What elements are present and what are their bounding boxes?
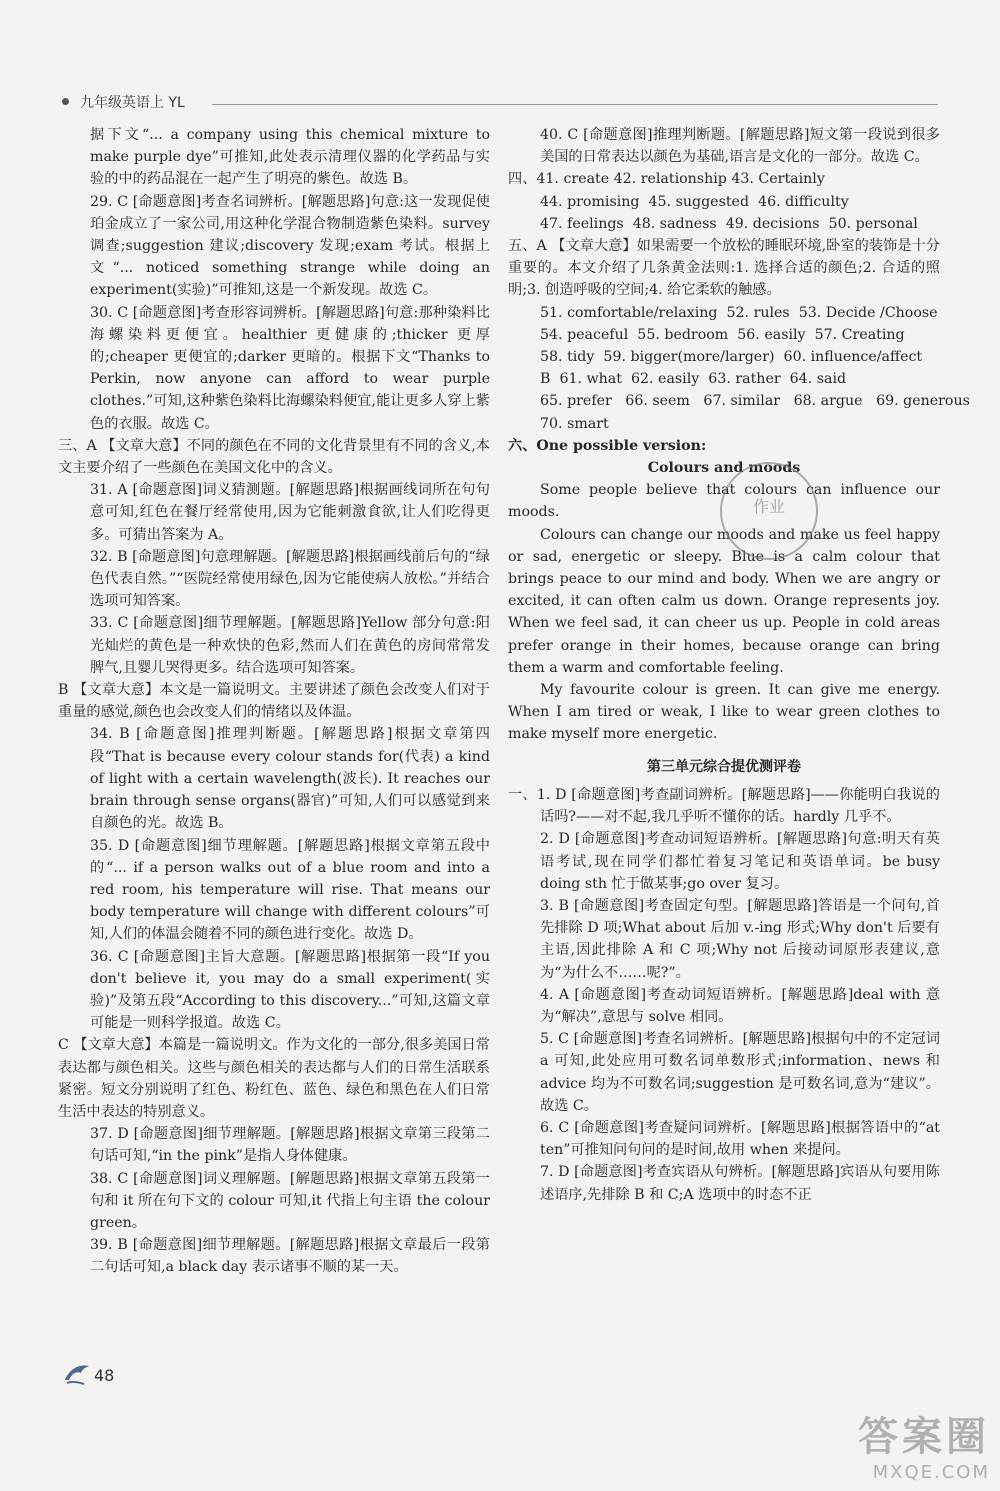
- word-answer-line: 51. comfortable/relaxing 52. rules 53. Decide /Choose: [540, 304, 938, 321]
- answer-item: 35. D [命题意图]细节理解题。[解题思路]根据文章第五段中的“... if a person walks out of a blue room and into a red room, his temperature will rise. That means our body temperature will change with different colours”可知,人们的体温会随着不同的颜色进行变化。故选 D。: [90, 837, 490, 943]
- answer-item: 39. B [命题意图]细节理解题。[解题思路]根据文章最后一段第二句话可知,a black day 表示诸事不顺的某一天。: [90, 1237, 490, 1276]
- test-answer-item: 6. C [命题意图]考查疑问词辨析。[解题思路]根据答语中的“at ten”可推知问句问的是时间,故用 when 来提问。: [540, 1119, 940, 1159]
- answer-item: 29. C [命题意图]考查名词辨析。[解题思路]句意:这一发现促使珀金成立了一家公司,用这种化学混合物制造紫色染料。survey 调查;suggestion 建议;discovery 发现;exam 考试。根据上文“... noticed something strange while doing an experiment(实验)”可推知,这是一个新发现。故选 C。: [90, 193, 490, 299]
- dolphin-logo-icon: [62, 1358, 92, 1388]
- essay-paragraph: My favourite colour is green. It can give me energy. When I am tired or weak, I like to wear green clothes to make myself more energetic.: [508, 682, 940, 743]
- header-label: 九年级英语上 YL: [80, 95, 185, 111]
- word-answer-line: B 61. what 62. easily 63. rather 64. said: [540, 371, 847, 388]
- essay-title: Colours and moods: [647, 460, 801, 477]
- left-column: [58, 124, 490, 1279]
- page-header: [62, 92, 938, 112]
- header-bullet-icon: [62, 98, 69, 105]
- answer-item: 36. C [命题意图]主旨大意题。[解题思路]根据第一段“If you don't believe it, you may do a small experiment(实验)”及第五段“According to this discovery...”可知,这篇文章可能是一则科学报道。故选 C。: [90, 948, 490, 1032]
- test-answer-item: 7. D [命题意图]考查宾语从句辨析。[解题思路]宾语从句要用陈述语序,先排除 B 和 C;A 选项中的时态不正: [540, 1164, 940, 1203]
- word-answer-line: 44. promising 45. suggested 46. difficulty: [540, 193, 849, 210]
- answer-item: C 【文章大意】本篇是一篇说明文。作为文化的一部分,很多美国日常表达都与颜色相关。这些与颜色相关的表达都与人们的日常生活联系紧密。短文分别说明了红色、粉红色、蓝色、绿色和黑色在人们日常生活中表达的特别意义。: [58, 1037, 490, 1120]
- test-answer-item: 4. A [命题意图]考查动词短语辨析。[解题思路]deal with 意为“解决”,意思与 solve 相同。: [540, 986, 940, 1025]
- answer-item: 34. B [命题意图]推理判断题。[解题思路]根据文章第四段“That is because every colour stands for(代表) a kind of light with a certain wavelength(波长). It reaches our brain through sense organs(器官)”可知,人们可以感觉到来自颜色的光。故选 B。: [90, 726, 490, 832]
- word-answer-line: 70. smart: [540, 415, 609, 432]
- word-answer-line: 65. prefer 66. seem 67. similar 68. argue 69. generous: [540, 393, 970, 410]
- page-number: 48: [94, 1366, 115, 1385]
- answer-item: 33. C [命题意图]细节理解题。[解题思路]Yellow 部分句意:阳光灿烂的黄色是一种欢快的色彩,然而人们在黄色的房间常常发脾气,且婴儿哭得更多。结合选项可知答案。: [90, 615, 490, 676]
- answer-item: 32. B [命题意图]句意理解题。[解题思路]根据画线前后句的“绿色代表自然。”“医院经常使用绿色,因为它能使病人放松。”并结合选项可知答案。: [90, 548, 490, 610]
- answer-item: 30. C [命题意图]考查形容词辨析。[解题思路]句意:那种染料比海螺染料更便宜。healthier 更健康的;thicker 更厚的;cheaper 更便宜的;darker 更暗的。根据下文“Thanks to Perkin, now anyone can afford to wear purple clothes.”可知,这种紫色染料比海螺染料便宜,能让更多人穿上紫色的衣服。故选 C。: [90, 304, 490, 432]
- essay-paragraph: Colours can change our moods and make us feel happy or sad, energetic or sleepy. Blue is a calm colour that brings peace to our mind and body. When we are angry or excited, it can often calm us down. Orange represents joy. When we feel sad, it can cheer us up. People in cold areas prefer orange in their homes, because orange can bring them a warm and comfortable feeling.: [508, 526, 940, 676]
- test-answer-item: 3. B [命题意图]考查固定句型。[解题思路]答语是一个问句,首先排除 D 项;What about 后加 v.-ing 形式;Why don't 后要有主语,因此排除 A 和 C 项;Why not 后接动词原形表建议,意为“为什么不……呢?”。: [540, 897, 940, 981]
- section5-intro: 五、A 【文章大意】如果需要一个放松的睡眠环境,卧室的装饰是十分重要的。本文介绍了几条黄金法则:1. 选择合适的颜色;2. 合适的照明;3. 创造呼吸的空间;4. 给它柔软的触感。: [508, 238, 940, 299]
- section4-label: 四、41. create 42. relationship 43. Certainly: [508, 171, 825, 188]
- answer-item: B 【文章大意】本文是一篇说明文。主要讲述了颜色会改变人们对于重量的感觉,颜色也会改变人们的情绪以及体温。: [58, 682, 490, 721]
- answer-item: 40. C [命题意图]推理判断题。[解题思路]短文第一段说到很多美国的日常表达以颜色为基础,语言是文化的一部分。故选 C。: [540, 127, 940, 166]
- word-answer-line: 47. feelings 48. sadness 49. decisions 50. personal: [540, 215, 918, 232]
- test-answer-item: 2. D [命题意图]考查动词短语辨析。[解题思路]句意:明天有英语考试,现在同学们都忙着复习笔记和英语单词。be busy doing sth 忙于做某事;go over 复习。: [540, 831, 940, 892]
- answer-item: 31. A [命题意图]词义猜测题。[解题思路]根据画线词所在句句意可知,红色在餐厅经常使用,因为它能刺激食欲,让人们吃得更多。可猜出答案为 A。: [90, 482, 490, 543]
- watermark: 答案圈 MXQE.COM: [858, 1414, 990, 1483]
- right-column: [508, 124, 970, 1206]
- header-rule: [212, 104, 938, 105]
- unit-test-title: 第三单元综合提优测评卷: [647, 758, 801, 775]
- word-answer-line: 54. peaceful 55. bedroom 56. easily 57. Creating: [540, 326, 905, 343]
- homework-stamp: 作业: [720, 462, 818, 560]
- answer-item: 据下文“... a company using this chemical mixture to make purple dye”可推知,此处表示清理仪器的化学药品与实验的中的药品混在一起产生了明亮的紫色。故选 B。: [90, 127, 490, 188]
- test-answer-item: 一、1. D [命题意图]考查副词辨析。[解题思路]——你能明白我说的话吗?——对不起,我几乎听不懂你的话。hardly 几乎不。: [508, 786, 940, 826]
- answer-item: 37. D [命题意图]细节理解题。[解题思路]根据文章第三段第二句话可知,“in the pink”是指人身体健康。: [90, 1126, 490, 1165]
- word-answer-line: 58. tidy 59. bigger(more/larger) 60. influence/affect: [540, 349, 923, 366]
- answer-item: 38. C [命题意图]词义理解题。[解题思路]根据文章第五段第一句和 it 所在句下文的 colour 可知,it 代指上句主语 the colour green。: [90, 1170, 490, 1231]
- answer-item: 三、A 【文章大意】不同的颜色在不同的文化背景里有不同的含义,本文主要介绍了一些颜色在美国文化中的含义。: [58, 437, 490, 477]
- section6-label: 六、One possible version:: [508, 437, 707, 454]
- test-answer-item: 5. C [命题意图]考查名词辨析。[解题思路]根据句中的不定冠词 a 可知,此处应用可数名词单数形式;information、news 和 advice 均为不可数名词;suggestion 是可数名词,意为“建议”。故选 C。: [540, 1031, 940, 1114]
- essay-paragraph: Some people believe that colours can influence our moods.: [508, 482, 940, 521]
